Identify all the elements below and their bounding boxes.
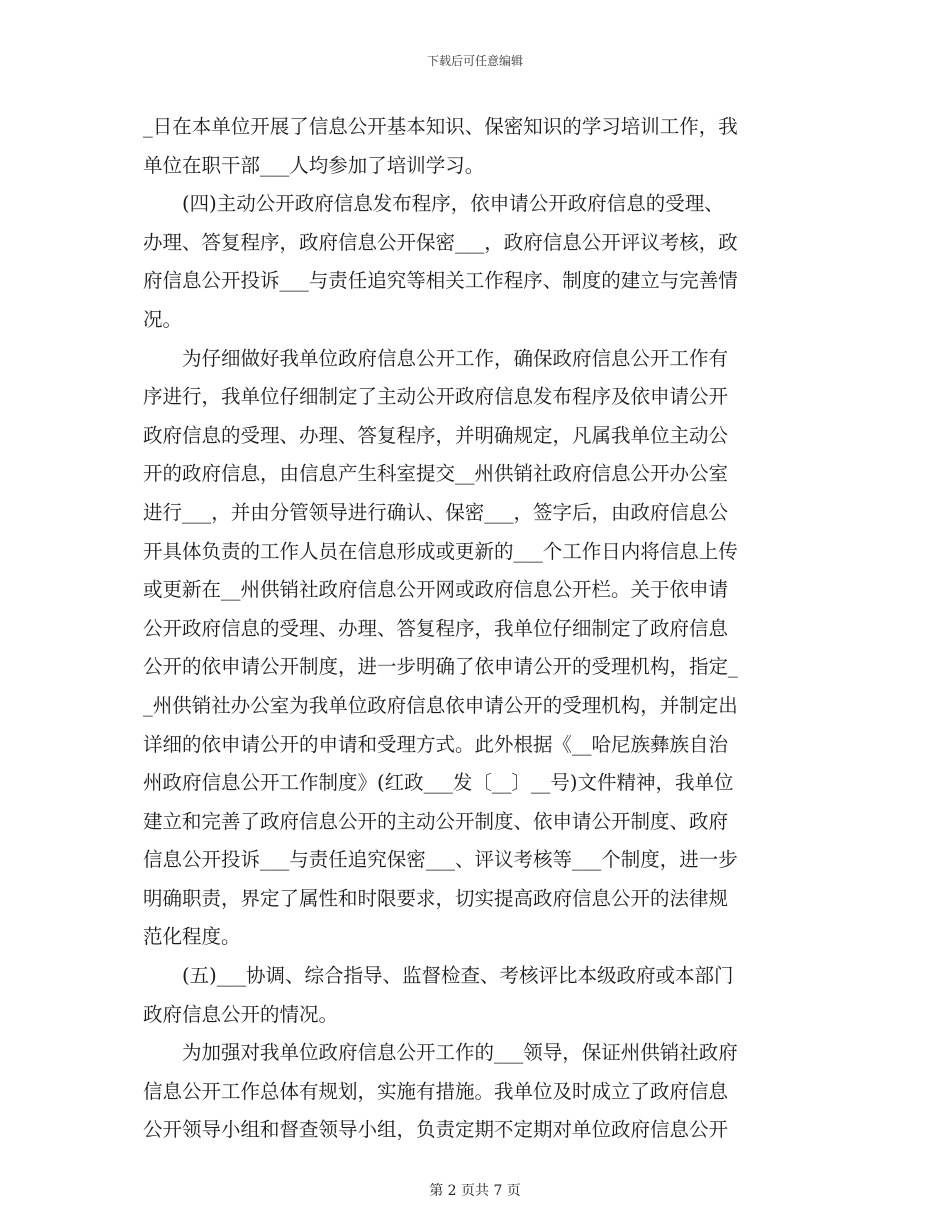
- text-line: 范化程度。: [143, 925, 241, 949]
- text-line: (四)主动公开政府信息发布程序，依申请公开政府信息的受理、: [143, 192, 724, 216]
- text-line: 序进行，我单位仔细制定了主动公开政府信息发布程序及依申请公开: [143, 385, 729, 409]
- text-line: 为仔细做好我单位政府信息公开工作，确保政府信息公开工作有: [143, 346, 729, 370]
- text-line: 信息公开工作总体有规划，实施有措施。我单位及时成立了政府信息: [143, 1079, 729, 1103]
- text-line: 为加强对我单位政府信息公开工作的___领导，保证州供销社政府: [143, 1041, 738, 1065]
- text-line: 况。: [143, 307, 183, 331]
- text-line: 详细的依申请公开的申请和受理方式。此外根据《__哈尼族彝族自治: [143, 732, 729, 756]
- text-line: 进行___，并由分管领导进行确认、保密___，签字后，由政府信息公: [143, 500, 729, 524]
- text-line: 开具体负责的工作人员在信息形成或更新的___个工作日内将信息上传: [143, 539, 738, 563]
- text-line: _州供销社办公室为我单位政府信息依申请公开的受理机构，并制定出: [143, 693, 738, 717]
- text-line: (五)___协调、综合指导、监督检查、考核评比本级政府或本部门: [143, 964, 734, 988]
- text-line: 政府信息的受理、办理、答复程序，并明确规定，凡属我单位主动公: [143, 423, 729, 447]
- text-line: 公开的依申请公开制度，进一步明确了依申请公开的受理机构，指定_: [143, 655, 738, 679]
- text-line: 府信息公开投诉___与责任追究等相关工作程序、制度的建立与完善情: [143, 269, 738, 293]
- text-line: 开的政府信息，由信息产生科室提交__州供销社政府信息公开办公室: [143, 462, 729, 486]
- text-line: _日在本单位开展了信息公开基本知识、保密知识的学习培训工作，我: [143, 115, 738, 138]
- text-line: 信息公开投诉___与责任追究保密___、评议考核等___个制度，进一步: [143, 848, 738, 872]
- document-body: [143, 108, 807, 1150]
- text-line: 建立和完善了政府信息公开的主动公开制度、依申请公开制度、政府: [143, 809, 729, 833]
- text-line: 明确职责，界定了属性和时限要求，切实提高政府信息公开的法律规: [143, 886, 729, 910]
- page-header: 下载后可任意编辑: [426, 54, 523, 68]
- text-line: 或更新在__州供销社政府信息公开网或政府信息公开栏。关于依申请: [143, 578, 729, 602]
- text-line: 州政府信息公开工作制度》(红政___发〔__〕__号)文件精神，我单位: [143, 771, 734, 795]
- text-line: 公开政府信息的受理、办理、答复程序，我单位仔细制定了政府信息: [143, 616, 729, 640]
- text-line: 办理、答复程序，政府信息公开保密___，政府信息公开评议考核，政: [143, 230, 738, 254]
- text-line: 政府信息公开的情况。: [143, 1002, 339, 1026]
- text-line: 公开领导小组和督查领导小组，负责定期不定期对单位政府信息公开: [143, 1118, 729, 1142]
- text-line: 单位在职干部___人均参加了培训学习。: [143, 153, 485, 177]
- page-number: 第 2 页共 7 页: [429, 1183, 521, 1199]
